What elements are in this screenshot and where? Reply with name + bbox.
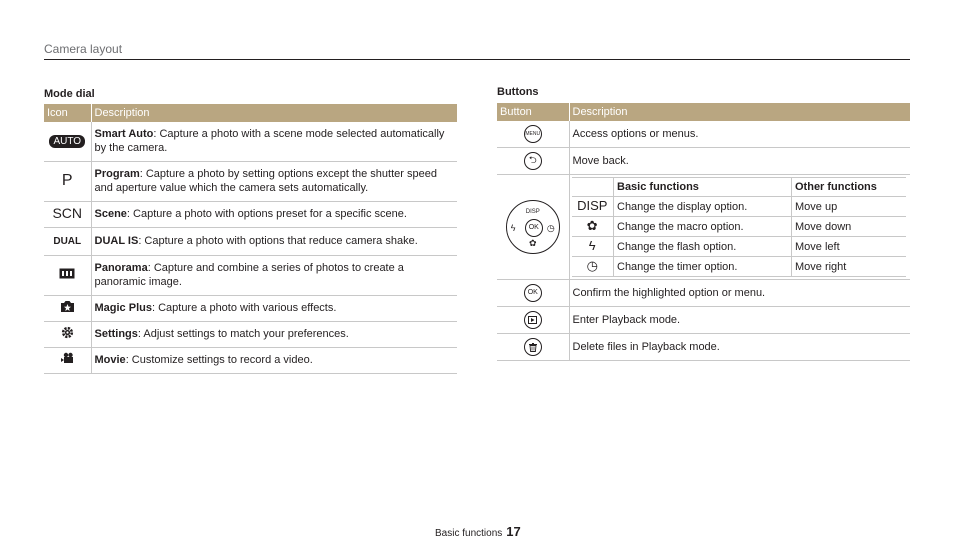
movie-icon [60,352,75,364]
table-row [497,121,910,148]
header-divider [44,59,910,60]
settings-icon [61,326,74,339]
table-row [44,122,457,161]
table-row [497,334,910,361]
table-row [497,148,910,175]
back-button-icon: ⮌ [524,152,542,170]
buttons-title: Buttons [497,86,539,98]
scene-icon: SCN [52,205,83,221]
mode-dial-table [44,104,457,374]
page-header: Camera layout [44,42,123,56]
footer-section: Basic functions [435,528,503,539]
table-row [44,347,457,373]
mode-name: Scene [94,208,127,220]
auto-icon: AUTO [49,135,85,148]
table-row [572,217,906,237]
flash-icon: ϟ [510,223,516,233]
mode-description: : Capture a photo by setting options except the shutter speed and aperture value which the camera sets automatically. [94,168,437,194]
column-header-description: Description [91,104,457,122]
mode-description: : Customize settings to record a video. [125,354,313,366]
other-function: Move down [792,217,906,237]
playback-button-icon [524,311,542,329]
basic-function: Change the macro option. [614,217,792,237]
mode-description: : Capture a photo with various effects. [151,302,337,314]
button-description: Confirm the highlighted option or menu. [569,280,910,307]
mode-description: : Capture a photo with a scene mode selected automatically by the camera. [94,128,445,155]
mode-name: DUAL IS [94,235,139,247]
button-description: Delete files in Playback mode. [569,334,910,361]
table-row [44,201,457,227]
mode-name: Movie [94,354,126,366]
other-function: Move left [792,237,906,257]
table-row [44,255,457,295]
button-description: Move back. [569,148,910,175]
magic-plus-icon [60,300,75,313]
column-header-basic: Basic functions [614,178,792,197]
mode-name: Smart Auto [94,128,154,141]
basic-function: Change the display option. [614,197,792,217]
basic-function: Change the timer option. [614,257,792,277]
mode-name: Settings [94,328,138,340]
navigation-dial-icon [506,200,560,254]
dual-is-icon: DUAL [53,235,82,247]
ok-button-icon: OK [524,284,542,302]
disp-label: DISP [525,209,540,215]
other-function: Move up [792,197,906,217]
timer-icon: ◷ [586,258,598,273]
disp-icon: DISP [577,198,608,213]
page-footer [435,524,521,539]
other-function: Move right [792,257,906,277]
mode-name: Magic Plus [94,302,152,314]
table-row [497,307,910,334]
table-row [44,295,457,321]
mode-dial-title: Mode dial [44,88,95,100]
navigation-functions-table [572,177,906,277]
table-row [497,175,910,280]
button-description: Access options or menus. [569,121,910,148]
ok-label: OK [525,219,543,237]
mode-description: : Adjust settings to match your preferences. [137,328,349,340]
mode-description: : Capture and combine a series of photos to create a panoramic image. [94,262,404,288]
table-row [497,280,910,307]
timer-icon: ◷ [546,223,555,233]
mode-description: : Capture a photo with options that reduce camera shake. [138,235,418,247]
table-row [572,257,906,277]
table-row [44,161,457,201]
buttons-table [497,103,910,361]
macro-icon: ✿ [586,218,598,233]
button-description: Enter Playback mode. [569,307,910,334]
table-row [44,227,457,255]
program-icon: P [61,171,73,189]
page-number: 17 [506,524,521,539]
mode-name: Panorama [94,262,148,274]
column-header-icon: Icon [44,104,91,122]
table-row [572,197,906,217]
mode-description: : Capture a photo with options preset for a specific scene. [126,208,407,220]
table-row [44,321,457,347]
delete-button-icon [524,338,542,356]
flash-icon: ϟ [588,238,596,253]
panorama-icon [59,268,75,279]
basic-function: Change the flash option. [614,237,792,257]
mode-name: Program [94,168,140,180]
table-row [572,237,906,257]
menu-button-icon: MENU [524,125,542,143]
column-header-other: Other functions [792,178,906,197]
column-header-button: Button [497,103,569,121]
macro-icon: ✿ [528,238,537,248]
column-header-description: Description [569,103,910,121]
